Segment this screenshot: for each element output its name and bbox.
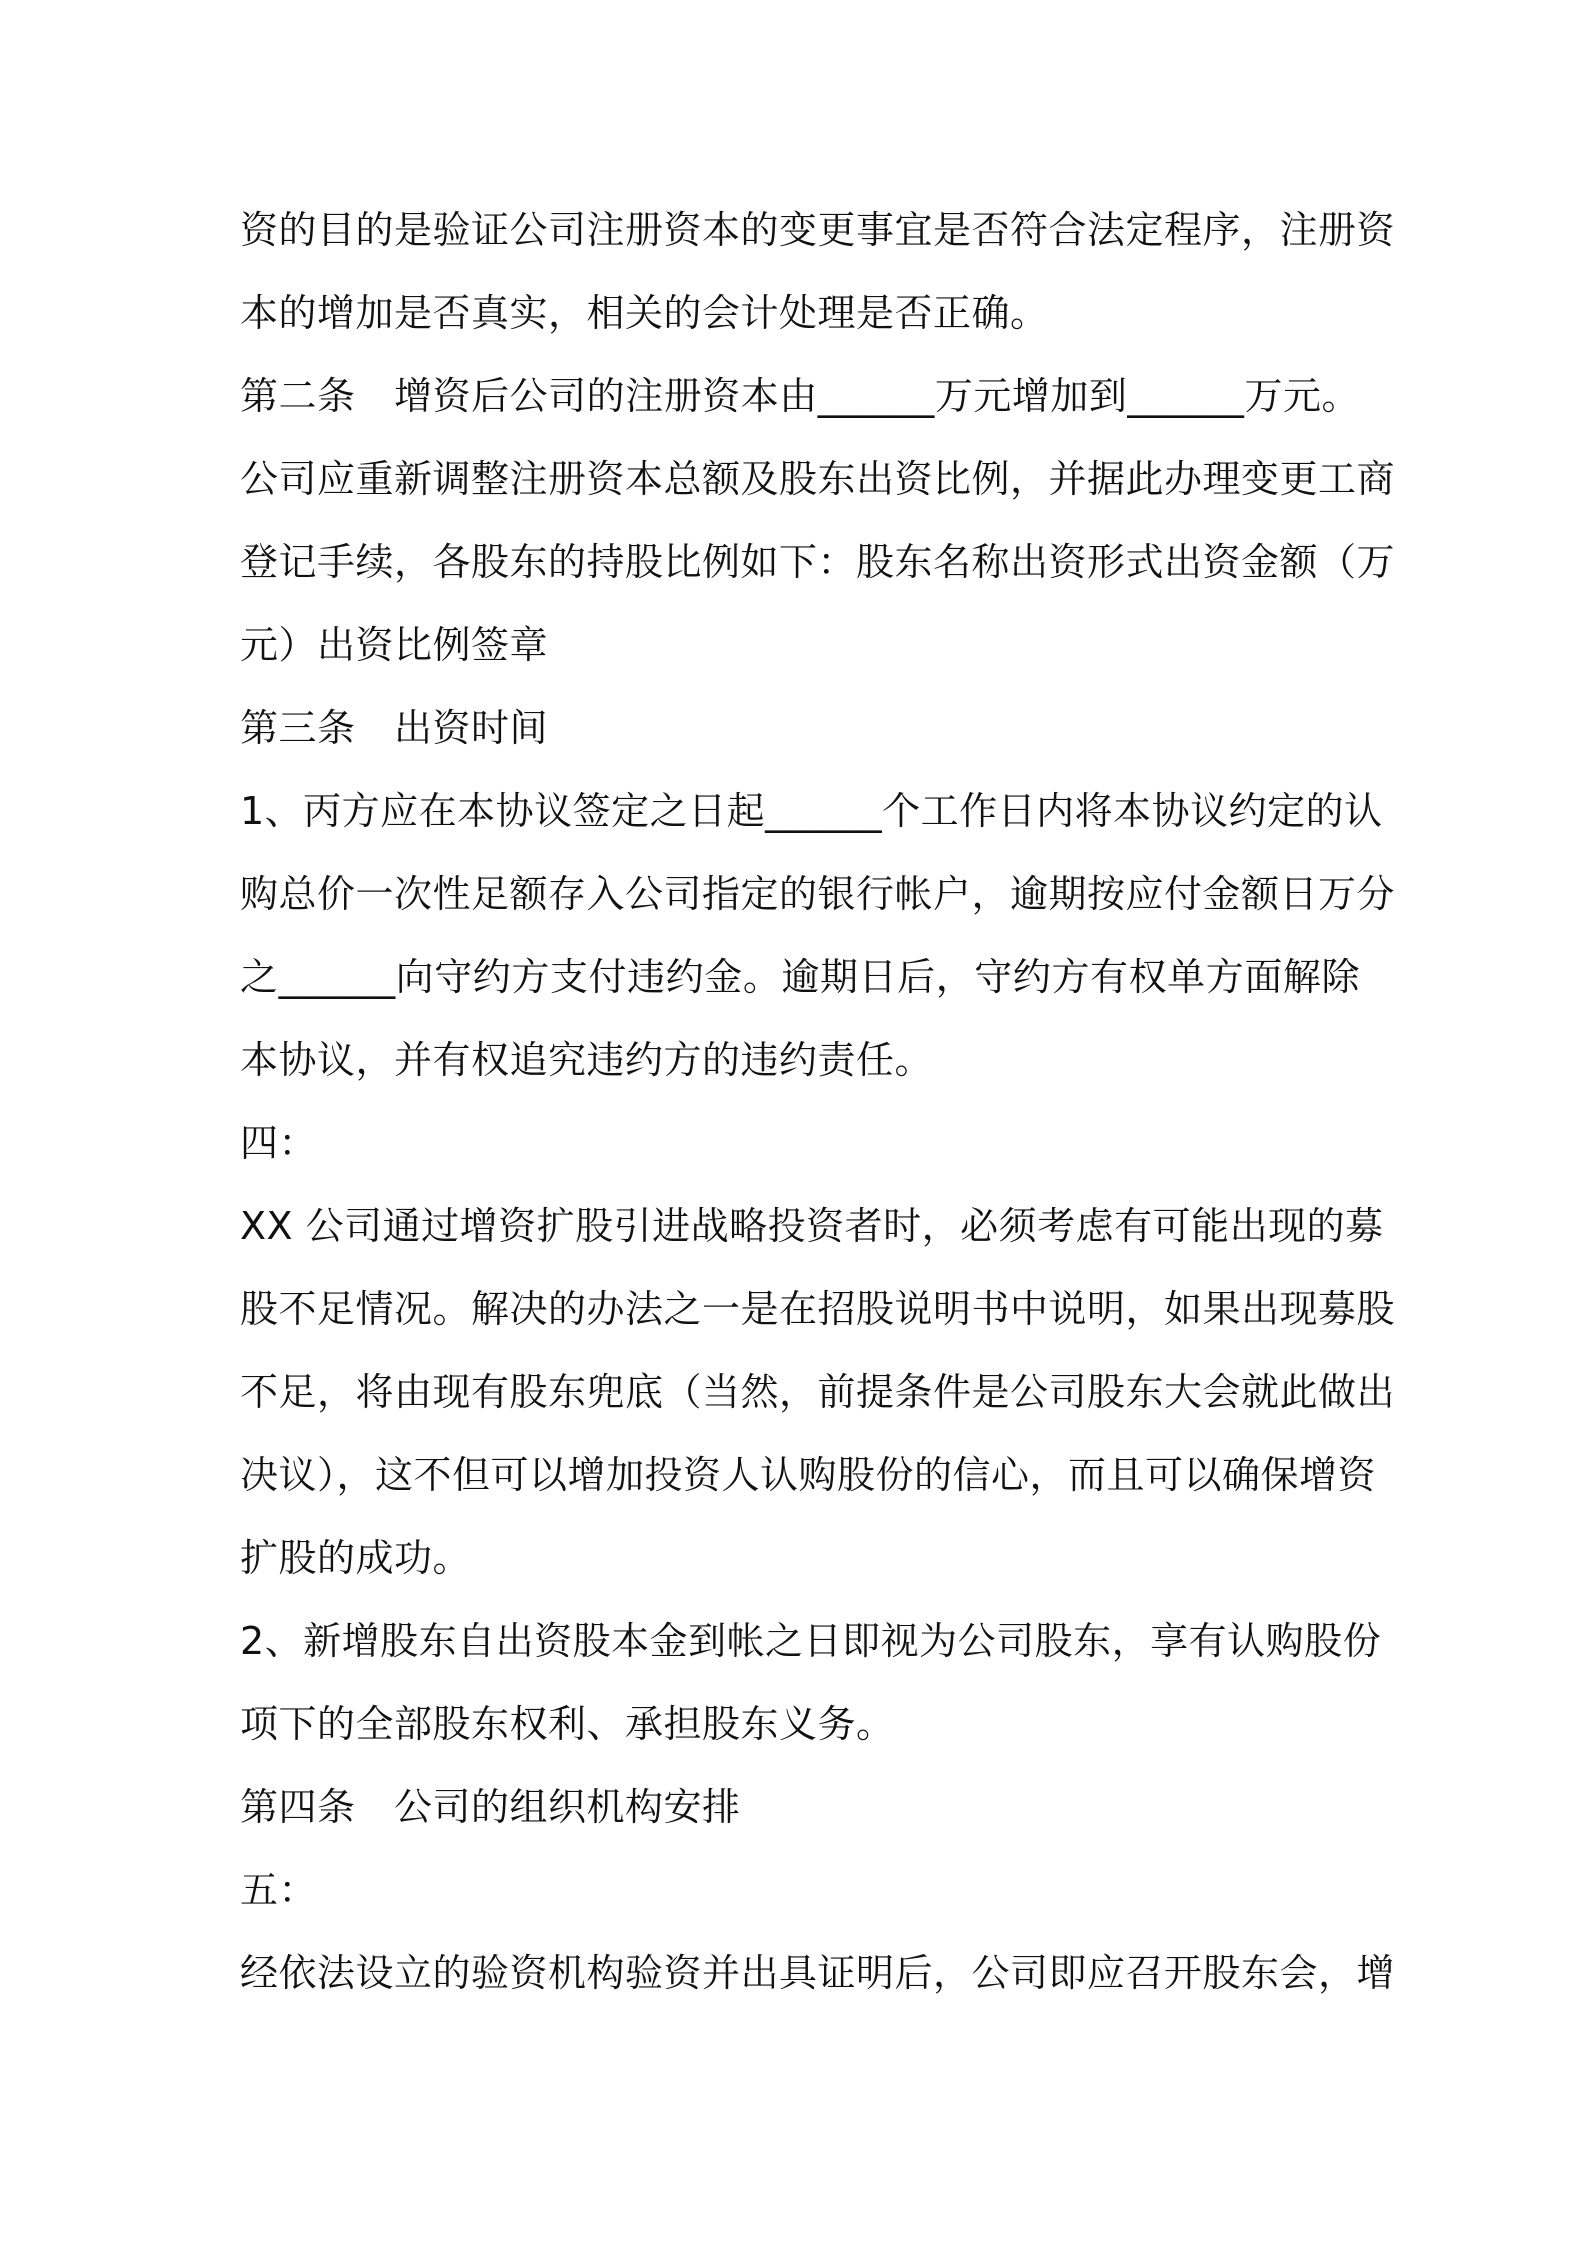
section-heading-five: 五： — [240, 1868, 318, 1912]
text-line: 之______向守约方支付违约金。逾期日后，守约方有权单方面解除 — [240, 955, 1360, 999]
text-line: 本的增加是否真实，相关的会计处理是否正确。 — [240, 291, 1049, 335]
section-heading-article-3: 第三条 出资时间 — [240, 706, 549, 750]
section-heading-article-2: 第二条 增资后公司的注册资本由______万元增加到______万元。 — [240, 374, 1360, 418]
text-line: 不足，将由现有股东兜底（当然，前提条件是公司股东大会就此做出 — [240, 1370, 1396, 1414]
text-line: 股不足情况。解决的办法之一是在招股说明书中说明，如果出现募股 — [240, 1287, 1396, 1331]
text-line: 2、新增股东自出资股本金到帐之日即视为公司股东，享有认购股份 — [240, 1619, 1382, 1663]
text-line: 资的目的是验证公司注册资本的变更事宜是否符合法定程序，注册资 — [240, 208, 1396, 252]
text-line: 扩股的成功。 — [240, 1536, 472, 1580]
text-line: 项下的全部股东权利、承担股东义务。 — [240, 1702, 895, 1746]
text-line: XX 公司通过增资扩股引进战略投资者时，必须考虑有可能出现的募 — [240, 1204, 1384, 1248]
text-line: 元）出资比例签章 — [240, 623, 549, 667]
text-line: 经依法设立的验资机构验资并出具证明后，公司即应召开股东会，增 — [240, 1951, 1396, 1995]
section-heading-article-4: 第四条 公司的组织机构安排 — [240, 1785, 741, 1829]
text-line: 公司应重新调整注册资本总额及股东出资比例，并据此办理变更工商 — [240, 457, 1396, 501]
text-line: 1、丙方应在本协议签定之日起______个工作日内将本协议约定的认 — [240, 789, 1383, 833]
section-heading-four: 四： — [240, 1121, 318, 1165]
text-line: 购总价一次性足额存入公司指定的银行帐户，逾期按应付金额日万分 — [240, 872, 1396, 916]
text-line: 登记手续，各股东的持股比例如下：股东名称出资形式出资金额（万 — [240, 540, 1396, 584]
text-line: 决议），这不但可以增加投资人认购股份的信心，而且可以确保增资 — [240, 1453, 1377, 1497]
text-line: 本协议，并有权追究违约方的违约责任。 — [240, 1038, 934, 1082]
